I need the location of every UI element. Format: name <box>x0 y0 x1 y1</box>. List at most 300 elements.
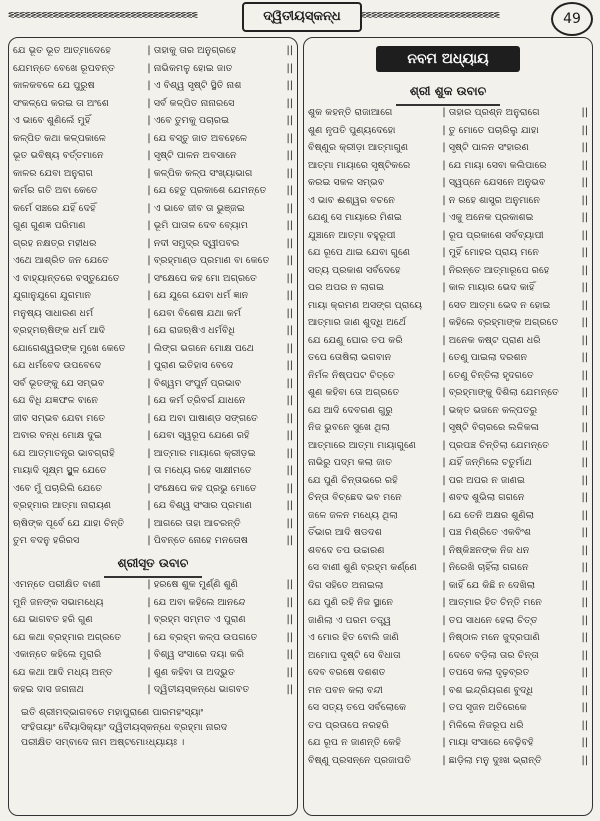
verse-line-second: | ଲିଙ୍ଗ ଭଗନେ ମୋକ୍ଷ ପଥେ <box>147 340 277 358</box>
verse-line-second: | ହରଷେ ଶୁକ ମୁର୍ଣ୍ଣି ଶୁଣି <box>147 576 277 594</box>
verse-line-second: | ନିଷ୍କିଞ୍ଚନଙ୍କ ନିଜ ଧନ <box>442 542 572 560</box>
verse-end-mark: || <box>581 754 588 766</box>
verse-line-second: | ତେଣୁ ପାଇଲା ଦରଶନ <box>442 349 572 367</box>
verse-end-mark: || <box>286 237 293 249</box>
verse-end-mark: || <box>581 369 588 381</box>
verse-line-first: ଯେ ଆଦି ଦେବଗଣ ଗୁରୁ <box>308 404 393 416</box>
verse-line-second: | ବିଶ୍ୱ ସଂସାରେ ଦୟା କରି <box>147 646 277 664</box>
verse-row <box>308 419 588 437</box>
verse-line-second: | ସର୍ବ କଳ୍ପିତ ନାନାରସେ <box>147 95 277 113</box>
verse-row <box>13 445 293 463</box>
colophon-line: ଇତି ଶ୍ରୀମଦ୍ଭାଗବତେ ମହାପୁରାଣେ ପାରମହଂସ୍ୟାଂ <box>21 706 204 718</box>
verse-line-first: ଗୁଣ ଗୁଣଜ୍ଞ ପରିମାଣ <box>13 220 86 231</box>
verse-end-mark: || <box>581 562 588 573</box>
verse-line-first: ଅବାର ବନ୍ଧ ମୋକ୍ଷ ଦୁଇ <box>13 430 102 441</box>
verse-end-mark: || <box>286 517 293 529</box>
verse-row <box>13 664 293 682</box>
verse-end-mark: || <box>581 142 588 153</box>
verse-row <box>13 77 293 95</box>
section-heading-suta <box>13 550 293 576</box>
verse-line-first: ଯେ ଭାଗବତ ହରି ଗୁଣ <box>13 614 93 625</box>
verse-line-first: ଶୁକ କହନ୍ତି ରାଜାଆଗେ <box>308 107 393 118</box>
verse-line-first: ଏ ଭାବ ଈଶ୍ୱର ବଚନେ <box>308 194 395 206</box>
verse-row <box>308 594 588 612</box>
verse-line-second: | ପିବନ୍ତେ ନୋହେ ମନତୋଷ <box>147 532 277 550</box>
verse-line-second: | ସେତ ଆତ୍ମା ଭେଦ ନ ହୋଇ <box>442 297 572 315</box>
verse-line-first: ଏମନ୍ତେ ପରୀକ୍ଷିତ ବାଣୀ <box>13 579 101 590</box>
verse-line-first: ଯେ କଥା ଆଦି ମଧ୍ୟ ଅନ୍ତ <box>13 666 113 678</box>
verse-line-second: | କାହିଁ ଯେ କିଛି ନ ଦେଖିଲା <box>442 577 572 595</box>
verse-row <box>13 340 293 358</box>
verse-row <box>308 244 588 262</box>
verse-line-second: | ନିଷ୍ଠାଳ ମନେ ଜୁଦ୍ରପାଣି <box>442 629 572 647</box>
verse-line-first: ଅମୋଘ ଦୃଷ୍ଟି ସେ ବିଧାତା <box>308 649 401 661</box>
verse-line-first: ଆତ୍ମା ମାୟାରେ ସୃଷ୍ଟିକରେ <box>308 159 411 171</box>
verse-row <box>308 437 588 455</box>
verse-line-second: | ନଦୀ ସମୁଦ୍ର ଦ୍ୱୀପବର <box>147 235 277 253</box>
verse-row <box>13 182 293 200</box>
verse-end-mark: || <box>581 527 588 538</box>
verse-line-second: | ଯେ ଯୁଗେ ଯେବା ଧର୍ମ ଜ୍ଞାନ <box>147 287 277 305</box>
verse-line-second: | ପଞ୍ଚ ମିଶ୍ରିତେ ଏକବିଂଶ <box>442 524 572 542</box>
verse-end-mark: || <box>286 631 293 643</box>
verse-row <box>13 576 293 594</box>
left-verses <box>13 42 293 550</box>
verse-row <box>13 42 293 60</box>
verse-line-first: ବିଷ୍ଣୁର କ୍ରୀଡ଼ା ଆତ୍ମାଗୁଣ <box>308 142 409 153</box>
verse-line-first: ଶବଦେ ତପ ଉଚ୍ଚାରଣ <box>308 544 385 556</box>
verse-line-first: ମନୁଷ୍ୟ ସାଧାରଣ ଧର୍ମ <box>13 307 94 319</box>
page-number: 49 <box>551 2 593 36</box>
verse-end-mark: || <box>581 334 588 346</box>
colophon-line: ପରୀକ୍ଷିତ ସମ୍ବାଦେ ନାମ ଅଷ୍ଟମୋଽଧ୍ୟାୟଃ । <box>21 736 185 748</box>
verse-row <box>308 227 588 245</box>
verse-line-second: | ତପ ସୃଜନ ଅତିରେକେ <box>442 699 572 717</box>
verse-line-first: କରଇ ସକଳ ସମ୍ଭବ <box>308 177 385 188</box>
verse-line-first: ମାୟା କ୍ରମଣ ଅସଙ୍ଗ ପ୍ରାୟେ <box>308 299 423 311</box>
verse-line-second: | ଯେ ବ୍ରହ୍ମ କଳ୍ପ ଉପଗତେ <box>147 629 277 647</box>
verse-line-second: | ତପ ସାଧନେ ହେଲା ଚିତ୍ତ <box>442 612 572 630</box>
verse-line-second: | ସୃଷ୍ଟି ପାଳନ ସଂହାରଣ <box>442 139 572 157</box>
verse-row <box>13 60 293 78</box>
verse-line-second: | ପ୍ରପଞ୍ଚ ଚିନ୍ତିଲା ଯେମନ୍ତେ <box>442 437 572 455</box>
verse-row <box>13 252 293 270</box>
verse-end-mark: || <box>581 597 588 608</box>
verse-row <box>308 157 588 175</box>
verse-end-mark: || <box>286 412 293 424</box>
verse-row <box>13 594 293 612</box>
verse-row <box>308 192 588 210</box>
verse-line-second: | ଆତ୍ମାର ହିତ ଚିନ୍ତି ମନେ <box>442 594 572 612</box>
verse-end-mark: || <box>581 282 588 293</box>
verse-end-mark: || <box>581 247 588 258</box>
verse-end-mark: || <box>286 447 293 459</box>
verse-row <box>13 611 293 629</box>
verse-end-mark: || <box>581 404 588 416</box>
verse-end-mark: || <box>581 264 588 276</box>
verse-line-first: ସେ ସତ୍ୟ ତପେ ସର୍ବଲୋକେ <box>308 702 407 713</box>
verse-end-mark: || <box>581 387 588 398</box>
verse-line-second: | ଏ ବିଶ୍ୱ ସୃଷ୍ଟି ସ୍ଥିତି ନାଶ <box>147 77 277 95</box>
verse-line-second: | ଯେ ବସ୍ତୁ ଜାତ ଅବହେଳେ <box>147 130 277 148</box>
verse-end-mark: || <box>581 632 588 643</box>
verse-end-mark: || <box>581 299 588 311</box>
verse-line-second: | ଏକୁ ଅନେକ ପ୍ରକାଶଇ <box>442 209 572 227</box>
verse-end-mark: || <box>286 97 293 109</box>
verse-line-first: ଯେ ଯେଣୁ ଘୋର ତପ କରି <box>308 334 403 346</box>
verse-row <box>308 542 588 560</box>
verse-line-first: ଏ ମୋର ହିତ ବୋଲି ଜାଣି <box>308 632 399 643</box>
verse-row <box>308 122 588 140</box>
verse-line-second: | କଳ୍ପିକ କଳ୍ପ ସଂଖ୍ୟାଭାଗ <box>147 165 277 183</box>
verse-end-mark: || <box>286 132 293 144</box>
verse-line-second: | ତାହାକୁ ତାର ଅନୁଗ୍ରହେ <box>147 42 277 60</box>
verse-end-mark: || <box>286 45 293 56</box>
verse-line-second: | ଶୁଣ କହିବା ତା ଅଦ୍ଭୁତ <box>147 664 277 682</box>
verse-row <box>308 209 588 227</box>
verse-row <box>308 104 588 122</box>
verse-row <box>13 410 293 428</box>
verse-line-second: | ତା ମଧ୍ୟେ ରହେ ସାକ୍ଷୀମତେ <box>147 462 277 480</box>
left-verses2 <box>13 576 293 699</box>
verse-line-second: | ଏବେ ତୁମକୁ ପଚାରଇ <box>147 112 277 130</box>
verse-end-mark: || <box>286 185 293 196</box>
verse-line-first: ଜାଣିଲା ଏ ପରମ ତତ୍ତ୍ୱ <box>308 614 392 626</box>
verse-line-second: | ମିଳିଲେ ନିଜରୂପ ଧରି <box>442 717 572 735</box>
verse-line-first: ଚିନ୍ତା ବିଚ୍ଛେଦ ଭବ ମନେ <box>308 492 402 503</box>
verse-row <box>13 357 293 375</box>
verse-line-first: ଶୁଣ ନୃପତି ପୁଣ୍ୟଦେହୋ <box>308 124 396 136</box>
verse-line-first: ପର ଅପର ନ ଲାଗଇ <box>308 282 385 293</box>
verse-row <box>308 577 588 595</box>
verse-line-second: | ଯହିଁ ଜନ୍ମିଲେ ଚତୁର୍ମାଥ <box>442 454 572 472</box>
verse-row <box>13 112 293 130</box>
verse-row <box>13 200 293 218</box>
verse-line-first: ଯେ ରୂପେ ଥାଇ ଯେବା ଗୁଣେ <box>308 247 411 258</box>
verse-end-mark: || <box>286 255 293 266</box>
verse-line-second: | ସ୍ୱପ୍ନେ ଯେସନେ ଅନୁଭବ <box>442 174 572 192</box>
verse-end-mark: || <box>581 719 588 731</box>
verse-line-second: | ରୂପ ପ୍ରକାଶେ ସର୍ବବ୍ୟାପୀ <box>442 227 572 245</box>
verse-line-first: ସତ୍ୟ ପ୍ରକାଶ ସର୍ବଦେହେ <box>308 264 401 276</box>
left-column <box>8 37 298 816</box>
verse-line-second: | ଯେ ବିଶ୍ୱ ସଂସାର ପ୍ରମାଣ <box>147 497 277 515</box>
verse-end-mark: || <box>286 220 293 231</box>
verse-end-mark: || <box>581 737 588 748</box>
verse-row <box>308 559 588 577</box>
verse-end-mark: || <box>581 457 588 468</box>
verse-line-second: | ପର ଅପର ନ ଜାଣଇ <box>442 472 572 490</box>
verse-line-first: କର୍ମେ ସଞ୍ଚରେ ଯହିଁ ଦେହିଁ <box>13 202 96 214</box>
verse-row <box>13 427 293 445</box>
verse-row <box>308 279 588 297</box>
verse-line-first: ଯେଣୁ ସେ ମାୟାରେ ମିଶଇ <box>308 212 402 223</box>
verse-end-mark: || <box>286 377 293 389</box>
verse-line-first: ବ୍ରହ୍ମାର ଆତ୍ମା ନାରାୟଣ <box>13 500 112 511</box>
verse-row <box>13 130 293 148</box>
verse-end-mark: || <box>286 649 293 660</box>
verse-line-first: କାଳକବଳେ ଯେ ପୁରୁଷ <box>13 80 95 91</box>
verse-line-second: | ବ୍ରହ୍ମାଙ୍କୁ ଦିଶିଲା ଯେମନ୍ତେ <box>442 384 572 402</box>
verse-row <box>308 752 588 770</box>
verse-line-second: | ବିଶ୍ୱମ ସଂପୁର୍ନ ପ୍ରଭାବ <box>147 375 277 393</box>
verse-line-first: ଦେବ ବରଷେ ଦଶଶତ <box>308 667 386 678</box>
verse-line-second: | କାଳ ମାୟାର ଭେଦ କାହିଁ <box>442 279 572 297</box>
verse-row <box>308 139 588 157</box>
verse-line-first: ନିର୍ମଳ ନିଷ୍ପପଟ ଚିତ୍ତେ <box>308 369 395 381</box>
verse-row <box>308 262 588 280</box>
verse-row <box>13 235 293 253</box>
verse-end-mark: || <box>286 150 293 161</box>
verse-line-first: ଯେ ପୁଣି ରହି ନିଜ ସ୍ଥାନେ <box>308 597 394 608</box>
verse-row <box>13 646 293 664</box>
verse-row <box>308 367 588 385</box>
verse-end-mark: || <box>286 167 293 179</box>
verse-end-mark: || <box>286 614 293 625</box>
verse-end-mark: || <box>581 702 588 713</box>
verse-end-mark: || <box>581 159 588 171</box>
verse-line-second: | ଅନେକ କଷ୍ଟ ପ୍ରାଣ ଧରି <box>442 332 572 350</box>
verse-line-second: | ଯେ ତେନି ଅକ୍ଷର ଶୁଣିଲା <box>442 507 572 525</box>
verse-row <box>308 699 588 717</box>
verse-line-second: | ନାଭିକମଳୁ ହୋଇ ଜାତ <box>147 60 277 78</box>
verse-line-first: ସର୍ବ ଭୂତଙ୍କୁ ଯେ ସମ୍ଭବ <box>13 377 105 389</box>
verse-row <box>308 402 588 420</box>
colophon-line: ସଂହିତାୟାଂ ବୈୟାସିକ୍ୟାଂ ଦ୍ୱିତୀୟସ୍କନ୍ଧେ ବ୍ରହ୍ମା ନାରଦ <box>21 721 228 733</box>
verse-row <box>308 174 588 192</box>
verse-line-second: | ସୃଷ୍ଟି ବିଚାରରେ ଲଳିକଳା <box>442 419 572 437</box>
verse-end-mark: || <box>581 194 588 206</box>
verse-line-first: ମାୟାଦି ସୂକ୍ଷ୍ମ ସ୍ଥୁଳ ଯେତେ <box>13 465 107 476</box>
chapter-title: ନବମ ଅଧ୍ୟାୟ <box>376 46 520 72</box>
verse-end-mark: || <box>581 177 588 188</box>
verse-line-second: | ଯେ ହେତୁ ପ୍ରକାଶେ ଯେମନ୍ତେ <box>147 182 277 200</box>
verse-row <box>308 682 588 700</box>
verse-row <box>13 629 293 647</box>
verse-line-first: ବ୍ରହ୍ମଋଷିଙ୍କ ଧର୍ମ ଆଦି <box>13 325 106 336</box>
verse-line-second: | ସଂକ୍ଷେପେ କହ ମୋ ଅଗ୍ରତେ <box>147 270 277 288</box>
verse-end-mark: || <box>286 325 293 336</box>
verse-line-first: ଜୀବ ସମ୍ଭବ ଯେବା ମତେ <box>13 412 106 424</box>
verse-line-first: ତିଁଭାର ଆଦି ଷଡଦଶ <box>308 527 382 538</box>
verse-end-mark: || <box>581 579 588 591</box>
verse-line-first: ଏ ବାହ୍ୟାନ୍ତରେ ବସ୍ତୁଯେତେ <box>13 272 120 284</box>
verse-line-second: | ଯେବା ସ୍ୱରୂପ ଯେଣେ ରହି <box>147 427 277 445</box>
verse-end-mark: || <box>581 667 588 678</box>
verse-line-first: କଳ୍ପିତ କଥା କଳ୍ପକାଳେ <box>13 132 106 144</box>
verse-row <box>13 95 293 113</box>
verse-line-second: | ଦ୍ୱିତୀୟସ୍କନ୍ଧେ ଭାଗବତ <box>147 681 277 699</box>
verse-line-second: | ବଶ ଇନ୍ଦ୍ରିୟଗଣ ବୁଦ୍ଧି <box>442 682 572 700</box>
verse-line-second: | ସୃଷ୍ଟି ପାଳନ ଅବସାନେ <box>147 147 277 165</box>
verse-line-second: | ନ ରହେ ଶାସ୍ତ୍ର ଅନୁମାନେ <box>442 192 572 210</box>
verse-line-first: ଭୂତ ଭବିଷ୍ୟ ବର୍ତ୍ତମାନେ <box>13 150 104 161</box>
verse-row <box>308 717 588 735</box>
verse-row <box>308 349 588 367</box>
verse-end-mark: || <box>286 579 293 590</box>
verse-row <box>308 734 588 752</box>
verse-line-first: ନିଜ ଭୁବନେ ସୁଖେ ଥିଲା <box>308 422 390 433</box>
verse-end-mark: || <box>286 596 293 608</box>
verse-line-first: କହଇ ଦାସ ଜଗନାଥ <box>13 684 84 695</box>
verse-line-first: ଋଷିଙ୍କ ପୂର୍ବେ ଯେ ଯାହା ଚିନ୍ତି <box>13 517 125 529</box>
verse-line-first: ମୁନି ଜନଙ୍କ ସଭାମଧ୍ୟେ <box>13 596 104 608</box>
verse-row <box>13 305 293 323</box>
verse-line-first: ଏଥେ ଆଶ୍ରିତ ଜନ ଯେତେ <box>13 255 109 266</box>
verse-row <box>308 647 588 665</box>
verse-row <box>13 462 293 480</box>
verse-row <box>308 297 588 315</box>
verse-line-first: କାଳର ଯେବା ଅନୁରାଗ <box>13 167 94 179</box>
verse-row <box>308 384 588 402</box>
verse-line-first: ମନ ପବନ କଲା ବନ୍ଦୀ <box>308 684 383 696</box>
verse-end-mark: || <box>286 430 293 441</box>
verse-row <box>308 472 588 490</box>
verse-end-mark: || <box>581 649 588 661</box>
section-heading-text: ଶ୍ରୀ ଶୁକ ଉବାଚ <box>396 78 500 106</box>
verse-line-first: ଯେ କଥା ବ୍ରହ୍ମାର ଅଗ୍ରତେ <box>13 631 122 643</box>
verse-line-first: ଯେ ପୁଣି ଚିନ୍ତାଭରେ ରହି <box>308 474 398 486</box>
verse-end-mark: || <box>286 482 293 494</box>
verse-line-second: | ଯେ ଅବା ପାଷାଣ୍ଡ ସଙ୍ଗତେ <box>147 410 277 428</box>
verse-line-first: ଆତ୍ମାରେ ଆତ୍ମା ମାୟାଗୁଣେ <box>308 439 417 451</box>
verse-line-first: ତପ ପ୍ରତାପେ ନରହରି <box>308 719 389 731</box>
verse-line-second: | ଛାଡ଼ିଲା ମନୁ ଦୁଃଖ ଭ୍ରାନ୍ତି <box>442 752 572 770</box>
verse-row <box>13 532 293 550</box>
verse-line-first: ଆତ୍ମାର ଜାଣ ଶୁଦ୍ଧି ଅର୍ଥେ <box>308 317 406 328</box>
verse-line-second: | କହିଲେ ବ୍ରହ୍ମାଙ୍କ ଅଗ୍ରତେ <box>442 314 572 332</box>
verse-line-second: | ଯେ ଅବା କହିଲେ ଆନନ୍ଦେ <box>147 594 277 612</box>
verse-line-first: ସଂକଳ୍ପେ କରଇ ତା ଅଂଶେ <box>13 97 109 109</box>
verse-line-first: ଯୁଗାନୁଯୁଗେ ଯୁଗମାନ <box>13 290 91 301</box>
verse-line-first: ଯେ ଧର୍ମବେଦ ଉପବେଦେ <box>13 360 102 371</box>
verse-line-second: | ନିରନ୍ତେ ଆତ୍ମାରୂପେ ରହେ <box>442 262 572 280</box>
verse-end-mark: || <box>286 62 293 74</box>
verse-line-second: | ତପସେ କଲା ଦୃଢ଼ବ୍ରତ <box>442 664 572 682</box>
verse-line-first: ତପେ ତୋଷିଲା ଭଗବାନ <box>308 352 392 363</box>
verse-line-second: | ବ୍ରହ୍ମ ସମ୍ମତ ଏ ପୁରାଣ <box>147 611 277 629</box>
verse-line-second: | ଏ ଭାବେ ଜୀବ ତା ଭୁଞ୍ଜଇ <box>147 200 277 218</box>
section-heading-shuka <box>308 78 588 104</box>
verse-end-mark: || <box>286 684 293 695</box>
verse-line-second: | ଭକ୍ତ ଭଜନେ କଳ୍ପତରୁ <box>442 402 572 420</box>
verse-end-mark: || <box>581 317 588 328</box>
verse-end-mark: || <box>286 360 293 371</box>
verse-end-mark: || <box>581 212 588 223</box>
verse-row <box>13 375 293 393</box>
section-heading-text: ଶ୍ରୀସୂତ ଉବାଚ <box>104 550 203 578</box>
verse-end-mark: || <box>581 544 588 556</box>
verse-row <box>13 147 293 165</box>
verse-line-first: ଗ୍ରହ ନକ୍ଷତ୍ର ମହୀଧର <box>13 237 97 249</box>
verse-row <box>13 270 293 288</box>
verse-end-mark: || <box>286 535 293 546</box>
verse-line-first: ଏବେ ମୁଁ ପଚାରିଲି ଯେତେ <box>13 482 103 494</box>
verse-row <box>13 322 293 340</box>
verse-line-first: ଏ ଭାବେ ଶୁଣିଲେଁ ମୁହିଁ <box>13 115 91 126</box>
right-section <box>308 78 588 769</box>
colophon <box>13 705 293 750</box>
verse-row <box>13 480 293 498</box>
verse-line-first: ଯୁଞ୍ଚାନେ ଆତ୍ମା ବହୁରୂପୀ <box>308 229 396 241</box>
verse-line-first: ଯେ ଆତ୍ମାତନ୍ତ୍ର ଭାବଗ୍ରାହି <box>13 447 115 459</box>
verse-row <box>13 497 293 515</box>
verse-end-mark: || <box>581 124 588 136</box>
verse-line-second: | ବ୍ରହ୍ମାଣ୍ଡ ପ୍ରମାଣ ବା କେତେ <box>147 252 277 270</box>
verse-row <box>308 664 588 682</box>
verse-row <box>13 165 293 183</box>
verse-end-mark: || <box>581 492 588 503</box>
verse-end-mark: || <box>286 115 293 126</box>
verse-line-second: | ଆତ୍ମାର ମାୟାରେ କ୍ରୀଡ଼ଇ <box>147 445 277 463</box>
verse-line-second: | ତେଣୁ ଚିନ୍ତିଲା ହୃଦଗତେ <box>442 367 572 385</box>
verse-row <box>308 524 588 542</box>
verse-end-mark: || <box>581 229 588 241</box>
verse-line-first: ଯୋଗେଶ୍ୱରଙ୍କ ମୁଖେ କେତେ <box>13 342 126 354</box>
verse-end-mark: || <box>286 500 293 511</box>
verse-row <box>308 629 588 647</box>
verse-line-second: | ମାୟା ସଂସାରେ ବେଢ଼ିବହି <box>442 734 572 752</box>
verse-row <box>13 515 293 533</box>
verse-line-first: ଯେ ବିଧି ଯଜ୍ଞଫଳ ବାନେ <box>13 395 98 406</box>
verse-end-mark: || <box>581 352 588 363</box>
verse-line-second: | ଯେବା ବିଶେଷ ଯଥା କର୍ମ <box>147 305 277 323</box>
verse-row <box>13 287 293 305</box>
verse-line-first: ନାଭିରୁ ପଦ୍ମ କଲା ଜାତ <box>308 457 392 468</box>
verse-line-second: | ଭୂମି ପାତାଳ ଦେବ ବ୍ୟୋମ <box>147 217 277 235</box>
verse-line-first: ଯେ ଭୂତ ଭୂତ ଆତ୍ମାଦେହେ <box>13 45 111 56</box>
verse-line-second: | ତୁ ମୋତେ ପଚାରିଲୁ ଯାହା <box>442 122 572 140</box>
verse-row <box>308 314 588 332</box>
verse-end-mark: || <box>286 465 293 476</box>
verse-end-mark: || <box>581 422 588 433</box>
verse-line-second: | ମୁହିଁ ମୋହର ପ୍ରାୟ ମନେ <box>442 244 572 262</box>
verse-end-mark: || <box>581 614 588 626</box>
verse-row <box>308 489 588 507</box>
verse-line-second: | ଯେ ରାଜଋଷିଏ ଧର୍ମବିଧି <box>147 322 277 340</box>
verse-end-mark: || <box>286 290 293 301</box>
verse-end-mark: || <box>286 80 293 91</box>
verse-row <box>308 507 588 525</box>
verse-row <box>308 454 588 472</box>
left-section2 <box>13 550 293 750</box>
verse-row <box>308 332 588 350</box>
verse-end-mark: || <box>581 439 588 451</box>
verse-line-first: ଯେ ରୂପ ନ ଜାଣନ୍ତି କେହି <box>308 737 401 748</box>
right-verses <box>308 104 588 769</box>
verse-line-first: ଦିଗ ସହିତେ ଅନାଇଲା <box>308 579 384 591</box>
verse-row <box>308 612 588 630</box>
verse-end-mark: || <box>286 272 293 284</box>
verse-line-first: ଜଳେ ଜଳନ ମଧ୍ୟେ ଥିଲା <box>308 509 398 521</box>
verse-end-mark: || <box>581 684 588 696</box>
verse-line-first: କର୍ମର ଗତି ଅବା କେତେ <box>13 185 98 196</box>
verse-end-mark: || <box>581 107 588 118</box>
verse-line-second: | ପୁରାଣ ଇତିହାସ ବେଦେ <box>147 357 277 375</box>
verse-line-second: | ଯେ କର୍ମ ତ୍ରିବର୍ଗ ଯାଧନେ <box>147 392 277 410</box>
verse-line-first: ଏକାନ୍ତେ କହିଲେ ମୁରାରି <box>13 649 102 660</box>
verse-line-first: ଯେମନ୍ତେ ବେଖେ ରୂପବନ୍ତ <box>13 62 115 74</box>
verse-end-mark: || <box>581 474 588 486</box>
verse-row <box>13 392 293 410</box>
verse-row <box>13 681 293 699</box>
verse-line-first: ବିଷ୍ଣୁ ପ୍ରସନ୍ନେ ପ୍ରଜାପତି <box>308 754 411 766</box>
verse-line-second: | ତାହାର ପ୍ରଶ୍ନ ଅନୁରାଗେ <box>442 104 572 122</box>
verse-line-second: | ନିରେଖି ଚାହିଁଲା ଗଗନେ <box>442 559 572 577</box>
verse-line-second: | ଶବଦ ଶୁଭିଲା ଗଗନେ <box>442 489 572 507</box>
ornament-border-left: ᓬᓬᓬᓬᓬᓬᓬᓬᓬᓬᓬᓬᓬᓬᓬᓬᓬᓬᓬᓬᓬᓬᓬᓬᓬᓬᓬᓬᓬᓬᓬᓬᓬᓬ <box>8 12 198 20</box>
verse-line-second: | ଆଗରେ ତାହା ଆଚରନ୍ତି <box>147 515 277 533</box>
